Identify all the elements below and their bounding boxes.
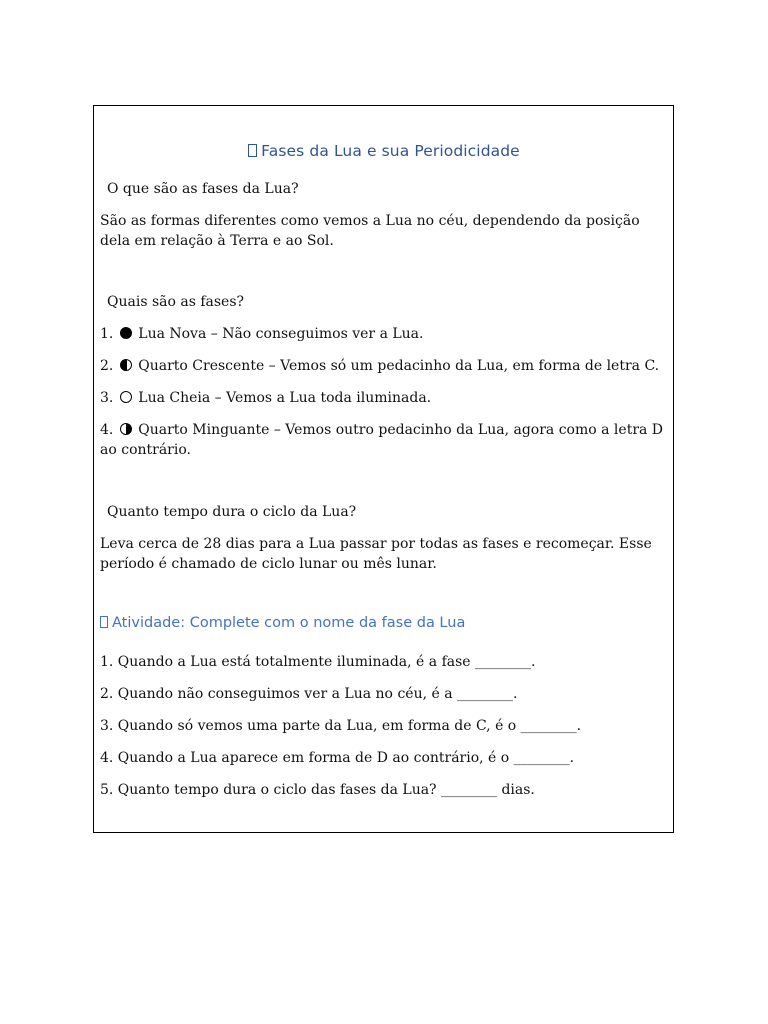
- question-what-are-phases: O que são as fases da Lua?: [107, 181, 299, 197]
- phase-text: Lua Cheia – Vemos a Lua toda iluminada.: [138, 390, 432, 406]
- full-moon-icon: [120, 391, 132, 403]
- phase-item-full-moon: [100, 388, 666, 408]
- page-title: [0, 142, 768, 160]
- page-title-text: Fases da Lua e sua Periodicidade: [261, 142, 520, 160]
- phase-item-new-moon: [100, 324, 666, 344]
- question-which-phases: Quais são as fases?: [107, 294, 245, 310]
- phase-text: Lua Nova – Não conseguimos ver a Lua.: [138, 326, 424, 342]
- activity-item-1: 1. Quando a Lua está totalmente iluminada, é a fase ________.: [100, 654, 536, 670]
- phase-item-first-quarter: [100, 356, 666, 376]
- first-quarter-moon-icon: [120, 359, 132, 371]
- activity-item-4: 4. Quando a Lua aparece em forma de D ao contrário, é o ________.: [100, 750, 575, 766]
- list-number: 1.: [100, 326, 114, 342]
- answer-cycle-duration: Leva cerca de 28 dias para a Lua passar por todas as fases e recomeçar. Esse período é chamado de ciclo lunar ou mês lunar.: [100, 536, 652, 572]
- question-cycle-duration: Quanto tempo dura o ciclo da Lua?: [107, 504, 357, 520]
- activity-item-2: 2. Quando não conseguimos ver a Lua no céu, é a ________.: [100, 686, 518, 702]
- phase-text: Quarto Crescente – Vemos só um pedacinho da Lua, em forma de letra C.: [138, 358, 660, 374]
- activity-title-text: Atividade: Complete com o nome da fase da Lua: [112, 615, 466, 631]
- last-quarter-moon-icon: [120, 423, 132, 435]
- activity-item-5: 5. Quanto tempo dura o ciclo das fases da Lua? ________ dias.: [100, 782, 535, 798]
- phase-item-last-quarter: [100, 420, 666, 460]
- answer-what-are-phases: São as formas diferentes como vemos a Lua no céu, dependendo da posição dela em relação à Terra e ao Sol.: [100, 213, 640, 249]
- activity-title: [100, 615, 465, 631]
- list-number: 3.: [100, 390, 114, 406]
- list-number: 4.: [100, 422, 114, 438]
- activity-item-3: 3. Quando só vemos uma parte da Lua, em forma de C, é o ________.: [100, 718, 582, 734]
- phase-text: Quarto Minguante – Vemos outro pedacinho da Lua, agora como a letra D ao contrário.: [100, 422, 664, 458]
- list-number: 2.: [100, 358, 114, 374]
- missing-glyph-icon: [248, 144, 257, 157]
- missing-glyph-icon: [100, 616, 108, 628]
- new-moon-icon: [120, 327, 132, 339]
